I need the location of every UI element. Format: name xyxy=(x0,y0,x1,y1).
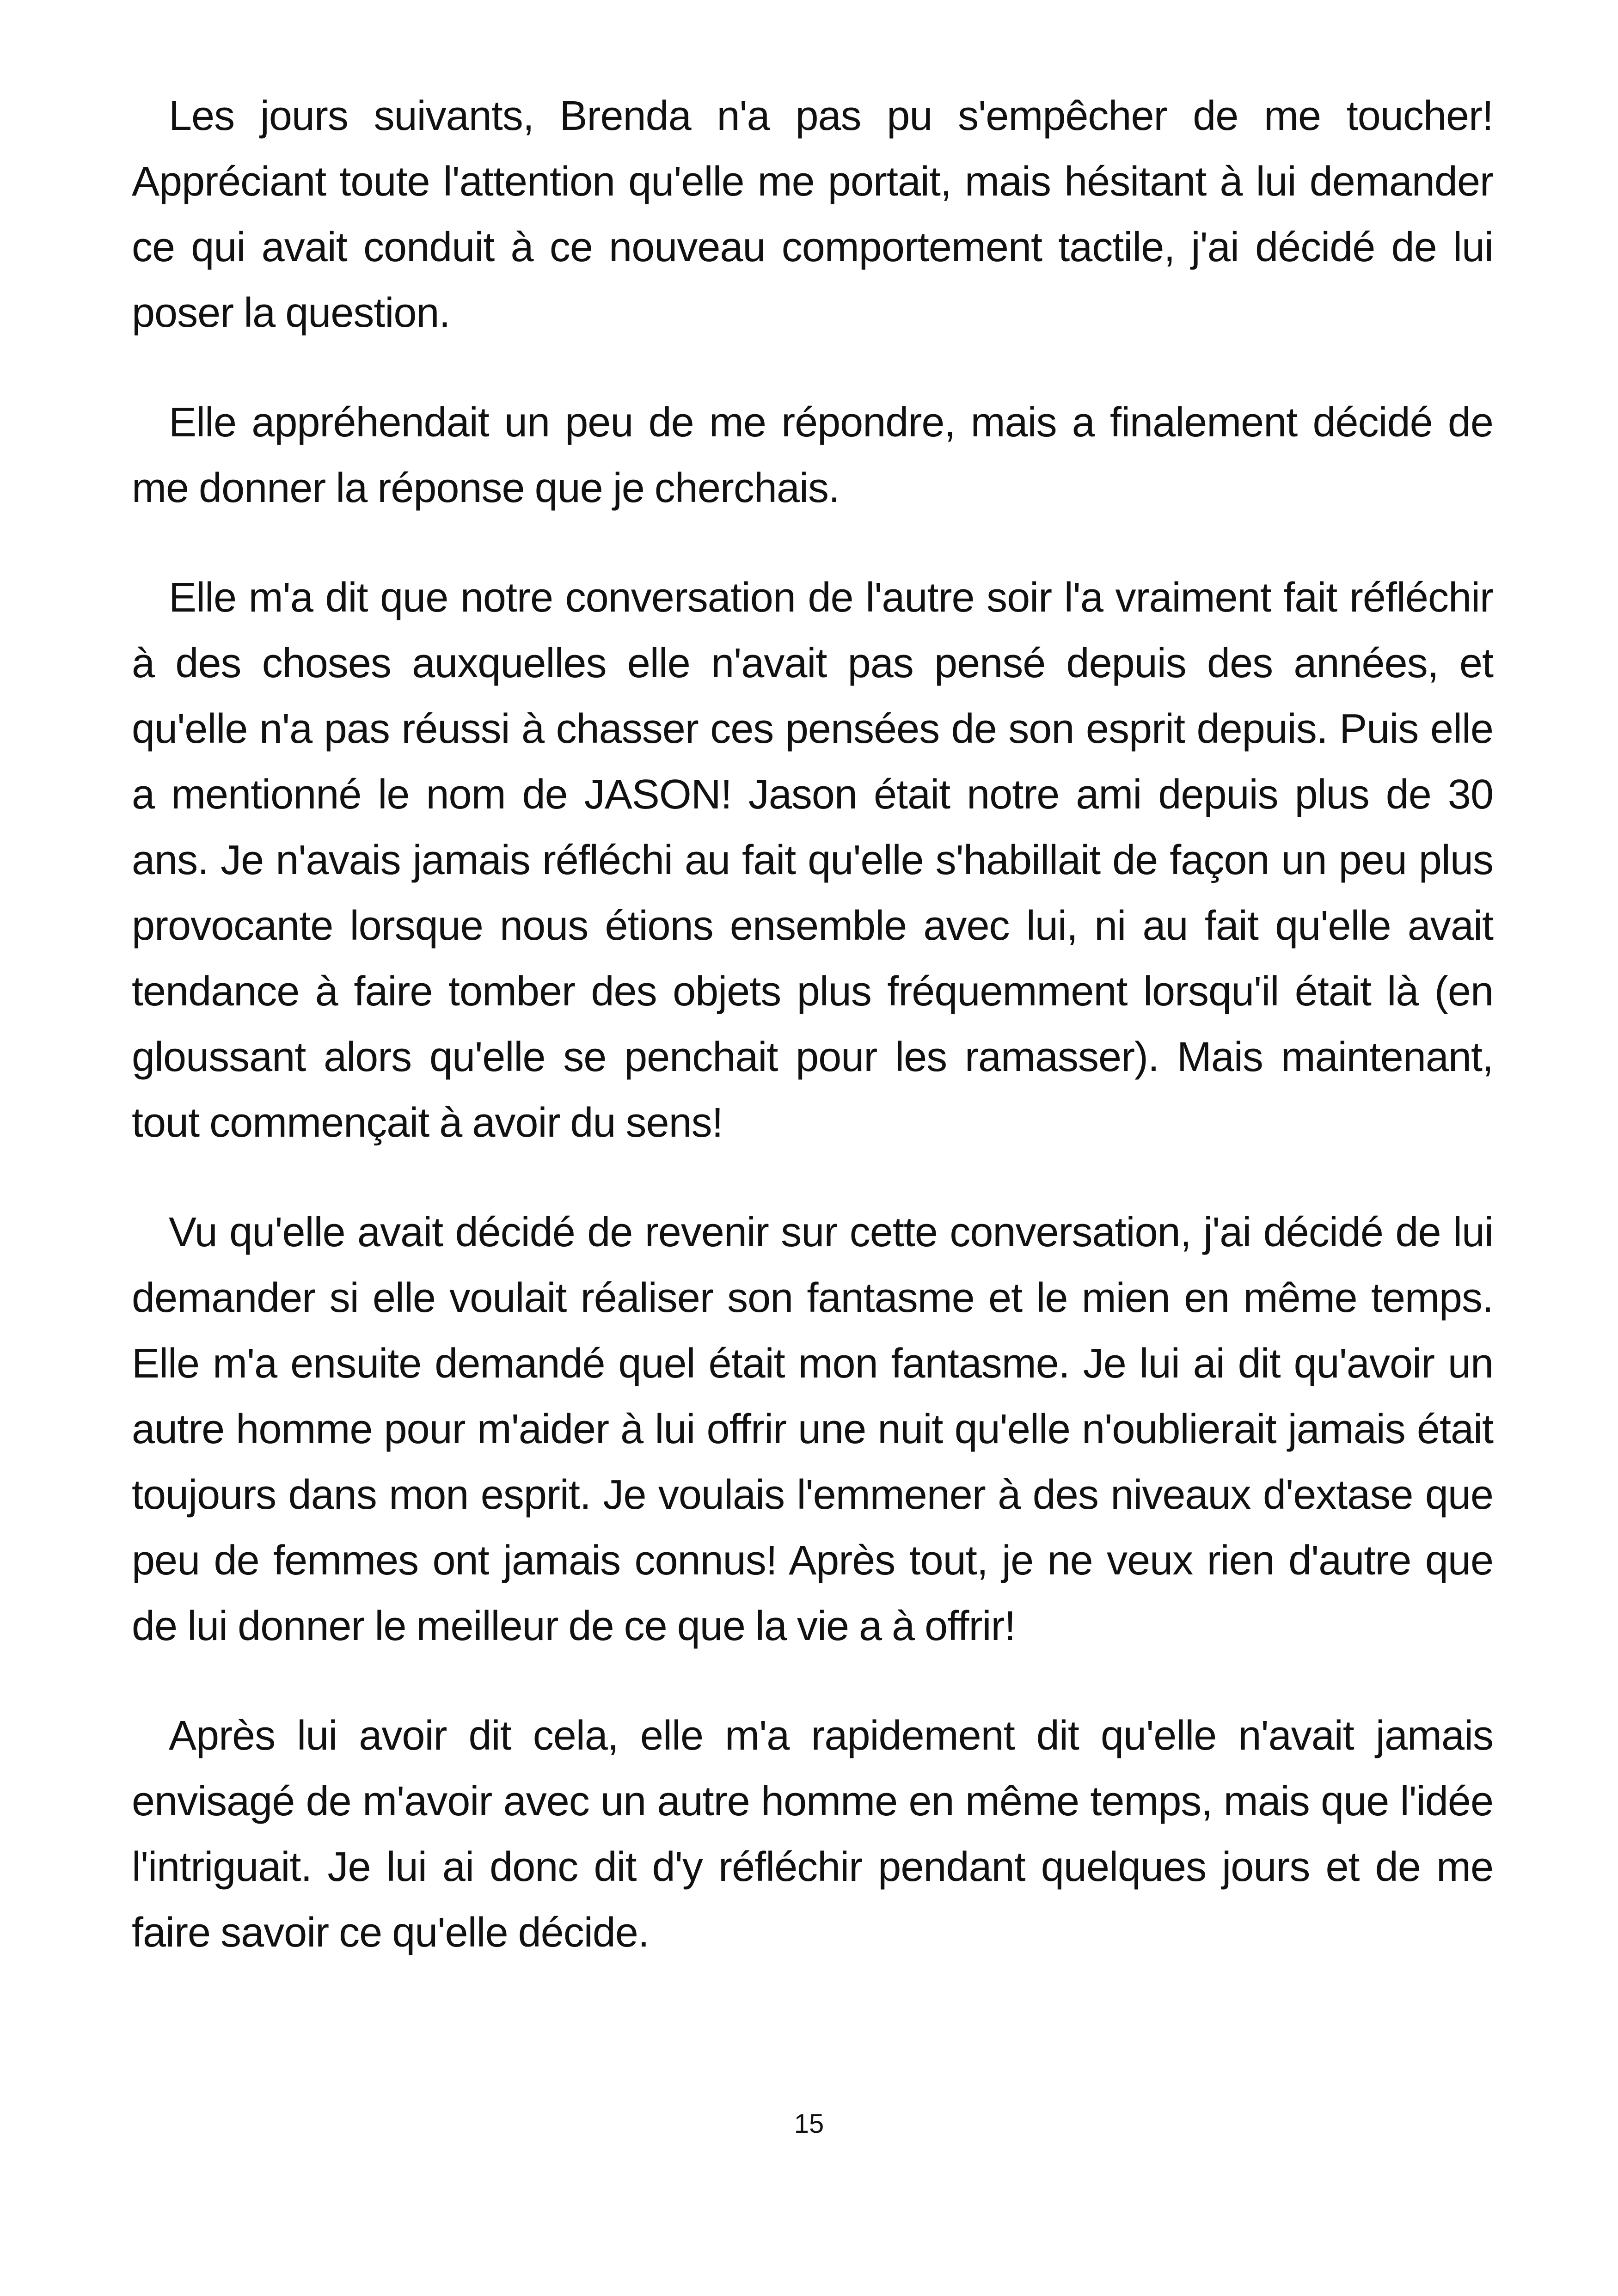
paragraph: Après lui avoir dit cela, elle m'a rapidement dit qu'elle n'avait jamais envisagé de m'avoir avec un autre homme en même temps, mais que l'idée l'intriguait. Je lui ai donc dit d'y réfléchir pendant quelques jours et de me faire savoir ce qu'elle décide. xyxy=(132,1713,1493,1956)
page-number: 15 xyxy=(794,2109,824,2139)
paragraph: Elle m'a dit que notre conversation de l'autre soir l'a vraiment fait réfléchir à des choses auxquelles elle n'avait pas pensé depuis des années, et qu'elle n'a pas réussi à chasser ces pensées de son esprit depuis. Puis elle a mentionné le nom de JASON! Jason était notre ami depuis plus de 30 ans. Je n'avais jamais réfléchi au fait qu'elle s'habillait de façon un peu plus provocante lorsque nous étions ensemble avec lui, ni au fait qu'elle avait tendance à faire tomber des objets plus fréquemment lorsqu'il était là (en gloussant alors qu'elle se penchait pour les ramasser). Mais maintenant, tout commençait à avoir du sens! xyxy=(132,575,1493,1146)
paragraph: Elle appréhendait un peu de me répondre, mais a finalement décidé de me donner la réponse que je cherchais. xyxy=(132,399,1493,511)
paragraph: Les jours suivants, Brenda n'a pas pu s'empêcher de me toucher! Appréciant toute l'attention qu'elle me portait, mais hésitant à lui demander ce qui avait conduit à ce nouveau comportement tactile, j'ai décidé de lui poser la question. xyxy=(132,93,1493,336)
paragraph: Vu qu'elle avait décidé de revenir sur cette conversation, j'ai décidé de lui demander si elle voulait réaliser son fantasme et le mien en même temps. Elle m'a ensuite demandé quel était mon fantasme. Je lui ai dit qu'avoir un autre homme pour m'aider à lui offrir une nuit qu'elle n'oublierait jamais était toujours dans mon esprit. Je voulais l'emmener à des niveaux d'extase que peu de femmes ont jamais connus! Après tout, je ne veux rien d'autre que de lui donner le meilleur de ce que la vie a à offrir! xyxy=(132,1209,1493,1649)
body-text xyxy=(132,83,1493,2009)
